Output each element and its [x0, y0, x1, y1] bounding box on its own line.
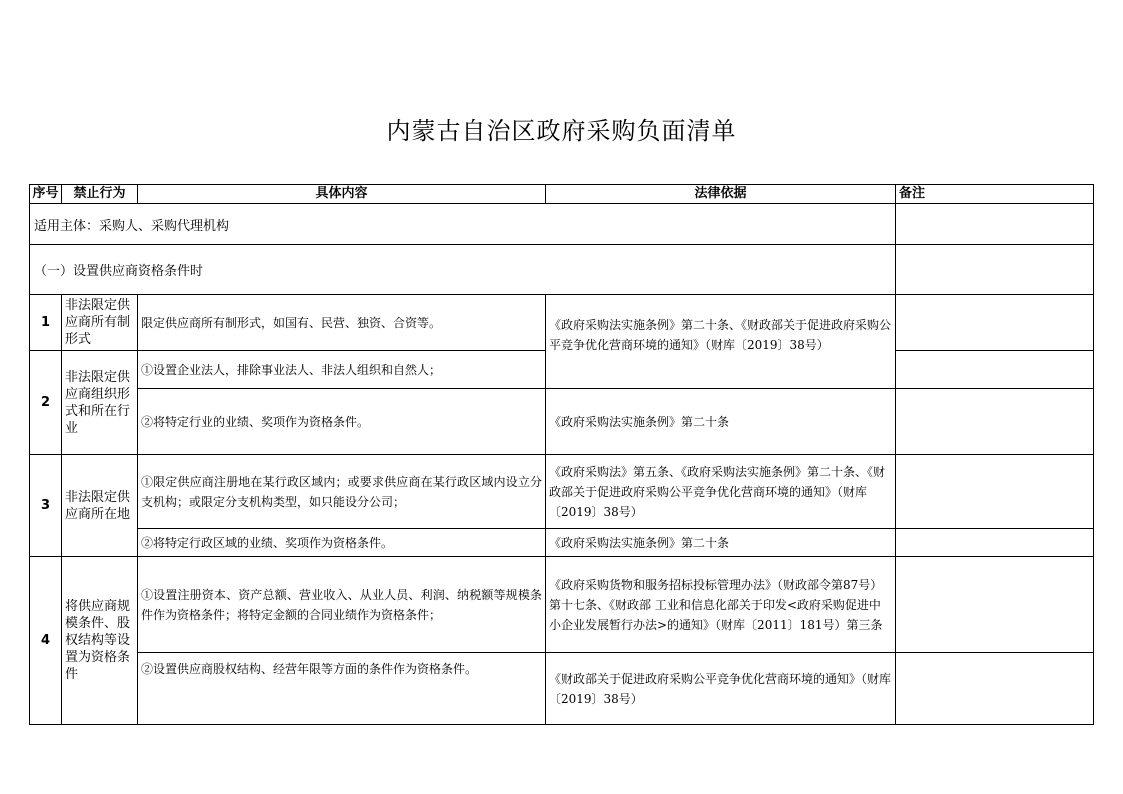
row-content: ②将特定行业的业绩、奖项作为资格条件。	[138, 389, 546, 455]
row-action: 非法限定供应商组织形式和所在行业	[62, 351, 138, 455]
row-legal: 《财政部关于促进政府采购公平竞争优化营商环境的通知》（财库〔2019〕38号）	[546, 653, 896, 725]
section-title: （一）设置供应商资格条件时	[30, 245, 896, 295]
row-content: ②将特定行政区域的业绩、奖项作为资格条件。	[138, 529, 546, 557]
table-row	[30, 557, 1094, 653]
header-action: 禁止行为	[62, 185, 138, 204]
row-seq: 4	[30, 557, 62, 725]
row-legal: 《政府采购法》第五条、《政府采购法实施条例》第二十条、《财政部关于促进政府采购公平竞争优化营商环境的通知》（财库〔2019〕38号）	[546, 455, 896, 529]
row-content: ①设置注册资本、资产总额、营业收入、从业人员、利润、纳税额等规模条件作为资格条件；将特定金额的合同业绩作为资格条件；	[138, 557, 546, 653]
row-legal: 《政府采购法实施条例》第二十条	[546, 529, 896, 557]
table-row	[30, 389, 1094, 455]
table-row	[30, 653, 1094, 725]
row-legal: 《政府采购法实施条例》第二十条	[546, 389, 896, 455]
row-seq: 1	[30, 295, 62, 351]
header-remark: 备注	[896, 185, 1094, 204]
table-row	[30, 529, 1094, 557]
table-row	[30, 455, 1094, 529]
remark-cell	[896, 389, 1094, 455]
scope-row	[30, 204, 1094, 245]
table-header-row	[30, 185, 1094, 204]
section-row	[30, 245, 1094, 295]
row-seq: 2	[30, 351, 62, 455]
row-content: ②设置供应商股权结构、经营年限等方面的条件作为资格条件。	[138, 653, 546, 725]
row-legal: 《政府采购法实施条例》第二十条、《财政部关于促进政府采购公平竞争优化营商环境的通知》（财库〔2019〕38号）	[546, 295, 896, 389]
table-row	[30, 295, 1094, 351]
row-action: 非法限定供应商所在地	[62, 455, 138, 557]
header-legal: 法律依据	[546, 185, 896, 204]
header-seq: 序号	[30, 185, 62, 204]
remark-cell	[896, 455, 1094, 529]
row-legal: 《政府采购货物和服务招标投标管理办法》（财政部令第87号）第十七条、《财政部 工业和信息化部关于印发<政府采购促进中小企业发展暂行办法>的通知》（财库〔2011〕181号）第三条	[546, 557, 896, 653]
row-action: 将供应商规模条件、股权结构等设置为资格条件	[62, 557, 138, 725]
page-title: 内蒙古自治区政府采购负面清单	[386, 117, 737, 145]
negative-list-table	[29, 184, 1094, 725]
remark-cell	[896, 204, 1094, 245]
row-content: ①设置企业法人，排除事业法人、非法人组织和自然人；	[138, 351, 546, 389]
row-content: ①限定供应商注册地在某行政区域内；或要求供应商在某行政区域内设立分支机构；或限定分支机构类型，如只能设分公司；	[138, 455, 546, 529]
header-content: 具体内容	[138, 185, 546, 204]
remark-cell	[896, 245, 1094, 295]
remark-cell	[896, 529, 1094, 557]
remark-cell	[896, 351, 1094, 389]
row-seq: 3	[30, 455, 62, 557]
remark-cell	[896, 653, 1094, 725]
remark-cell	[896, 557, 1094, 653]
row-action: 非法限定供应商所有制形式	[62, 295, 138, 351]
row-content: 限定供应商所有制形式，如国有、民营、独资、合资等。	[138, 295, 546, 351]
scope-text: 适用主体：采购人、采购代理机构	[30, 204, 896, 245]
remark-cell	[896, 295, 1094, 351]
